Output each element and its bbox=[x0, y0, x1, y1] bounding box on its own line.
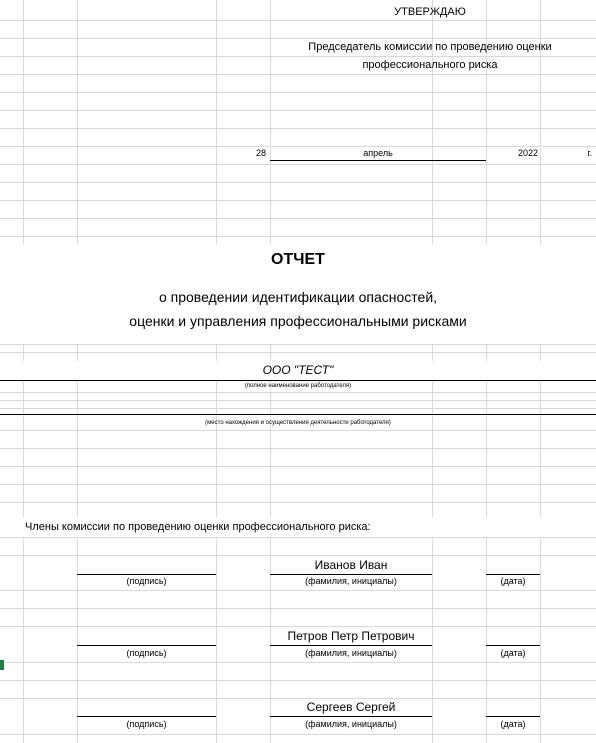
employer-name-underline bbox=[0, 380, 596, 381]
name-caption: (фамилия, инициалы) bbox=[305, 576, 397, 586]
member-name[interactable]: Сергеев Сергей bbox=[306, 700, 396, 714]
name-caption: (фамилия, инициалы) bbox=[305, 648, 397, 658]
signature-line bbox=[77, 645, 216, 646]
date-suffix: г. bbox=[587, 148, 592, 158]
chair-position-line1: Председатель комиссии по проведению оценки bbox=[308, 41, 552, 53]
row-selection-marker bbox=[0, 660, 4, 670]
signature-line bbox=[77, 574, 216, 575]
signature-line bbox=[77, 716, 216, 717]
member-name[interactable]: Петров Петр Петрович bbox=[287, 629, 415, 643]
chair-position-line2: профессионального риска bbox=[362, 59, 498, 71]
date-caption: (дата) bbox=[500, 576, 526, 586]
date-line bbox=[486, 574, 540, 575]
date-month-underline-2 bbox=[430, 160, 486, 161]
date-day[interactable]: 28 bbox=[255, 148, 266, 158]
report-subtitle-line2: оценки и управления профессиональными рисками bbox=[129, 313, 467, 329]
date-caption: (дата) bbox=[500, 719, 526, 729]
commission-heading: Члены комиссии по проведению оценки профессионального риска: bbox=[25, 521, 371, 533]
signature-caption: (подпись) bbox=[126, 719, 167, 729]
name-line bbox=[270, 645, 432, 646]
name-line bbox=[270, 716, 432, 717]
date-year[interactable]: 2022 bbox=[517, 148, 538, 158]
employer-name-caption: (полное наименование работодателя) bbox=[244, 383, 352, 389]
employer-place-caption: (место нахождения и осуществления деятельности работодателя) bbox=[205, 420, 391, 426]
report-title: ОТЧЕТ bbox=[271, 251, 325, 268]
employer-place-underline bbox=[0, 414, 596, 415]
date-line bbox=[486, 645, 540, 646]
signature-caption: (подпись) bbox=[126, 648, 167, 658]
report-subtitle-line1: о проведении идентификации опасностей, bbox=[158, 289, 438, 305]
approval-title: УТВЕРЖДАЮ bbox=[394, 6, 466, 18]
date-caption: (дата) bbox=[500, 648, 526, 658]
date-month-underline bbox=[270, 160, 430, 161]
date-month[interactable]: апрель bbox=[363, 148, 393, 158]
name-caption: (фамилия, инициалы) bbox=[305, 719, 397, 729]
employer-name[interactable]: ООО "ТЕСТ" bbox=[262, 363, 334, 377]
name-line bbox=[270, 574, 432, 575]
date-line bbox=[486, 716, 540, 717]
member-name[interactable]: Иванов Иван bbox=[314, 558, 388, 572]
signature-caption: (подпись) bbox=[126, 576, 167, 586]
